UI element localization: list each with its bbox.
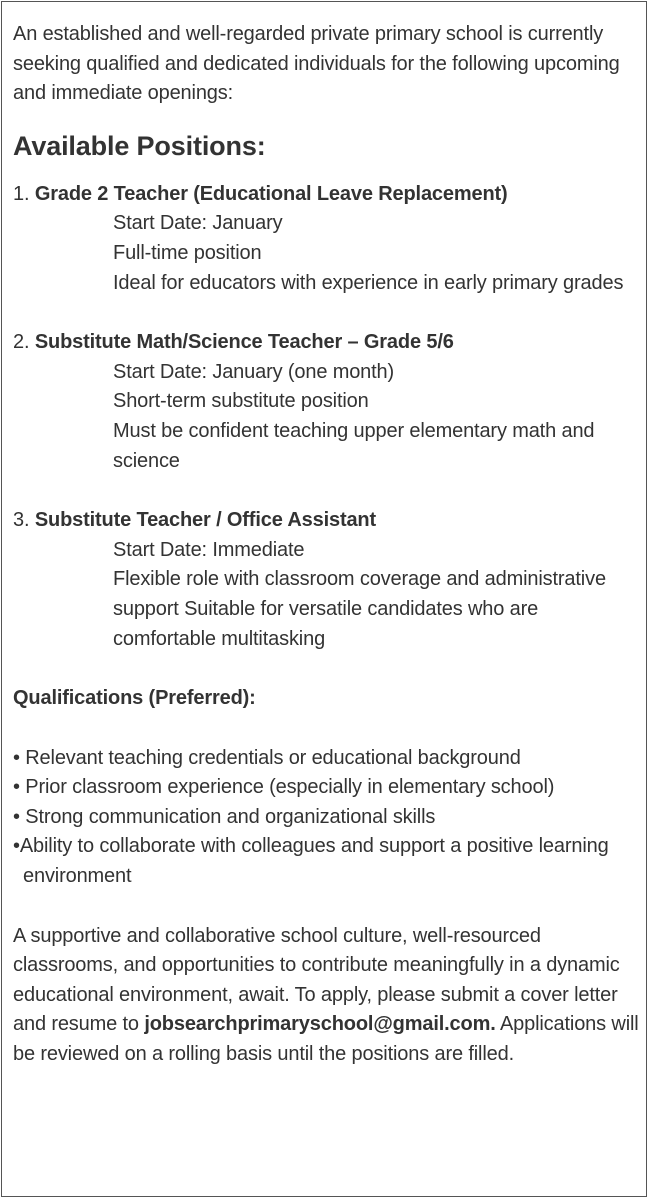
- position-1-details: [113, 209, 648, 298]
- position-2-details: [113, 358, 648, 476]
- job-posting: [13, 20, 648, 1070]
- position-3-details: [113, 536, 648, 654]
- position-2-title: Substitute Math/Science Teacher – Grade 5/6: [34, 331, 454, 354]
- position-1: [13, 180, 648, 298]
- position-3: [13, 506, 648, 654]
- qualification-item: • Relevant teaching credentials or educational background: [13, 746, 521, 769]
- qualification-item: • Prior classroom experience (especially in elementary school): [13, 776, 555, 799]
- qualifications-heading: Qualifications (Preferred):: [13, 687, 256, 710]
- position-2-detail: Must be confident teaching upper elementary math and science: [113, 419, 595, 472]
- position-1-detail: Full-time position: [113, 241, 262, 264]
- position-3-title: Substitute Teacher / Office Assistant: [34, 509, 377, 532]
- position-1-title: Grade 2 Teacher (Educational Leave Replacement): [34, 182, 508, 205]
- qualifications-list: [13, 744, 648, 892]
- position-1-header: [13, 180, 648, 210]
- position-1-detail: Start Date: January: [113, 212, 283, 235]
- qualification-item: •Ability to collaborate with colleagues and support a positive learning environment: [13, 835, 609, 888]
- position-1-detail: Ideal for educators with experience in early primary grades: [113, 271, 624, 294]
- position-2-number: 2.: [13, 331, 30, 354]
- qualification-item: • Strong communication and organizational skills: [13, 805, 436, 828]
- position-1-number: 1.: [13, 182, 30, 205]
- position-3-number: 3.: [13, 509, 30, 532]
- position-2-detail: Short-term substitute position: [113, 390, 369, 413]
- closing-text: A supportive and collaborative school culture, well-resourced classrooms, and opportunities to contribute meaningfully in a dynamic educational environment, await. To apply, please submit a cover letter and resume to: [13, 924, 620, 1036]
- closing-text-end: Applications will be reviewed on a rolling basis until the positions are filled.: [13, 1013, 639, 1066]
- position-3-header: [13, 506, 648, 536]
- intro-paragraph: An established and well-regarded private primary school is currently seeking qualified and dedicated individuals for the following upcoming and immediate openings:: [13, 23, 620, 105]
- position-2-header: [13, 328, 648, 358]
- position-3-detail: Flexible role with classroom coverage and administrative support Suitable for versatile candidates who are comfortable multitasking: [113, 568, 606, 650]
- position-2: [13, 328, 648, 476]
- available-positions-heading: Available Positions:: [13, 130, 266, 161]
- position-3-detail: Start Date: Immediate: [113, 538, 305, 561]
- position-2-detail: Start Date: January (one month): [113, 360, 395, 383]
- contact-email: jobsearchprimaryschool@gmail.com.: [144, 1013, 496, 1036]
- closing-paragraph: [13, 922, 648, 1070]
